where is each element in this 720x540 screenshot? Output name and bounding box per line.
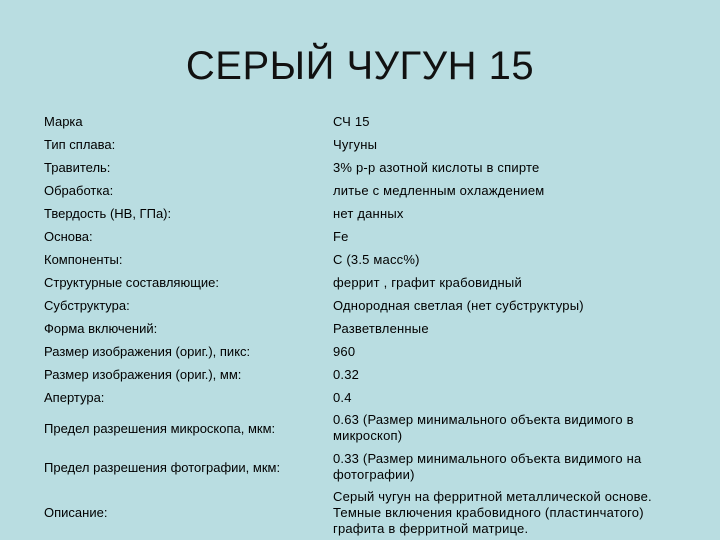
row-label: Травитель: [44, 160, 111, 175]
row-label: Компоненты: [44, 252, 123, 267]
row-value: Серый чугун на ферритной металлической основе. Темные включения крабовидного (пластинчатого) графита в ферритной матрице. [333, 489, 652, 536]
row-label: Основа: [44, 229, 93, 244]
row-label: Твердость (HB, ГПа): [44, 206, 172, 221]
page-title: СЕРЫЙ ЧУГУН 15 [185, 44, 535, 88]
row-value: 0.33 (Размер минимального объекта видимого на фотографии) [333, 451, 642, 482]
row-value: 0.4 [333, 390, 352, 405]
row-value: СЧ 15 [333, 114, 370, 129]
row-value: C (3.5 масс%) [333, 252, 420, 267]
row-label: Размер изображения (ориг.), мм: [44, 367, 242, 382]
row-label: Предел разрешения фотографии, мкм: [44, 460, 281, 475]
row-value: 3% р-р азотной кислоты в спирте [333, 160, 540, 175]
row-value: нет данных [333, 206, 404, 221]
row-label: Марка [44, 114, 83, 129]
row-value: литье с медленным охлаждением [333, 183, 545, 198]
row-label: Обработка: [44, 183, 114, 198]
row-label: Субструктура: [44, 298, 130, 313]
row-value: Однородная светлая (нет субструктуры) [333, 298, 584, 313]
row-label: Тип сплава: [44, 137, 116, 152]
row-value: 0.32 [333, 367, 360, 382]
row-label: Структурные составляющие: [44, 275, 220, 290]
row-label: Форма включений: [44, 321, 158, 336]
row-label: Предел разрешения микроскопа, мкм: [44, 421, 276, 436]
row-label: Апертура: [44, 390, 105, 405]
row-value: Чугуны [333, 137, 378, 152]
row-value: Fe [333, 229, 349, 244]
row-value: Разветвленные [333, 321, 429, 336]
row-value: феррит , графит крабовидный [333, 275, 522, 290]
row-label: Описание: [44, 505, 108, 520]
row-value: 0.63 (Размер минимального объекта видимого в микроскоп) [333, 412, 634, 443]
row-label: Размер изображения (ориг.), пикс: [44, 344, 251, 359]
row-value: 960 [333, 344, 356, 359]
